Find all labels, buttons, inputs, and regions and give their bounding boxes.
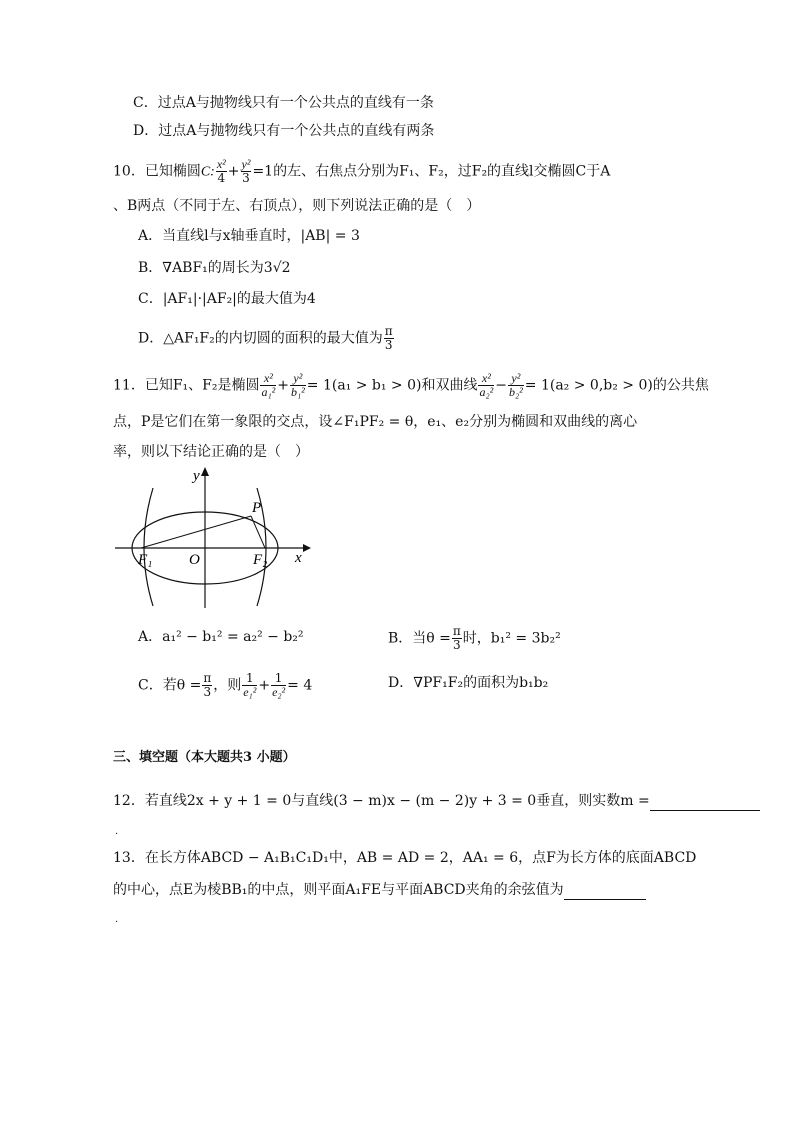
fraction: $\frac{\text{x²}}{4}$ [216, 157, 226, 185]
q11-stem-line3: 率，则以下结论正确的是（ ） [113, 444, 309, 460]
fraction: $\frac{\text{y²}}{\text{b₁²}}$ [290, 371, 305, 399]
q11-stem-line1: 11．已知F₁、F₂是椭圆 $\frac{\text{x²}}{\text{a₁²}}$ + $\frac{\text{y²}}{\text{b₁²}}$ = 1(a₁ > b₁ > 0)和双曲线 $\frac{\text{x²}}{\text{a₂²}}$ − $\frac{\text{y²}}{\text{b₂²}}$ = 1(a₂ > 0,b₂ > 0)的公共焦 [113, 371, 709, 399]
q10-option-c: C．|AF₁|·|AF₂|的最大值为4 [138, 291, 316, 307]
q11-option-b: B．当θ = $\frac{\pi}{3}$ 时，b₁² = 3b₂² [388, 624, 561, 652]
q10-stem-line2: 、B两点（不同于左、右顶点），则下列说法正确的是（ ） [113, 198, 481, 214]
q13-stem-line1: 13．在长方体ABCD − A₁B₁C₁D₁中，AB = AD = 2，AA₁ = 6，点F为长方体的底面ABCD [113, 850, 697, 866]
point-p-label: P [252, 500, 262, 516]
y-axis-arrow-icon [201, 467, 209, 476]
q9-option-d: D．过点A与抛物线只有一个公共点的直线有两条 [133, 123, 435, 139]
q11-option-c: C．若θ = $\frac{\pi}{3}$ ，则 $\frac{1}{\text{e₁²}}$ + $\frac{1}{\text{e₂²}}$ = 4 [138, 671, 313, 699]
q12-stem: 12．若直线2x + y + 1 = 0与直线(3 − m)x − (m − 2)y + 3 = 0垂直，则实数m = [113, 791, 760, 811]
x-axis-arrow-icon [303, 544, 311, 552]
fraction: $\frac{1}{\text{e₁²}}$ [243, 671, 257, 699]
fraction: $\frac{1}{\text{e₂²}}$ [272, 671, 286, 699]
fraction: $\frac{\text{x²}}{\text{a₂²}}$ [479, 371, 494, 399]
fraction: $\frac{\text{x²}}{\text{a₁²}}$ [261, 371, 276, 399]
q13-stem-line2: 的中心，点E为棱BB₁的中点，则平面A₁FE与平面ABCD夹角的余弦值为 [113, 880, 646, 900]
segment-p-f2 [251, 516, 265, 548]
q11-option-d: D．∇PF₁F₂的面积为b₁b₂ [388, 675, 549, 691]
origin-label: O [189, 552, 200, 568]
answer-blank [564, 885, 646, 900]
q10-option-a: A．当直线l与x轴垂直时，|AB| = 3 [138, 228, 360, 244]
fraction: $\frac{\pi}{3}$ [203, 671, 212, 699]
fraction: $\frac{\pi}{3}$ [452, 624, 461, 652]
q13-end-dot: . [115, 914, 119, 925]
focus-f2-label: F₂ [253, 552, 268, 568]
ellipse-hyperbola-diagram [113, 464, 313, 609]
q10-stem-line1: 10．已知椭圆C: $\frac{\text{x²}}{4}$ + $\frac{\text{y²}}{3}$ =1的左、右焦点分别为F₁、F₂，过F₂的直线l交椭圆C于A [113, 157, 611, 185]
q10-option-d: D．△AF₁F₂的内切圆的面积的最大值为 $\frac{\pi}{3}$ [138, 324, 393, 352]
fraction: $\frac{\text{y²}}{3}$ [241, 157, 251, 185]
q11-option-a: A．a₁² − b₁² = a₂² − b₂² [138, 629, 304, 645]
y-axis-label: y [193, 468, 200, 484]
q10-option-b: B．∇ABF₁的周长为3√2 [138, 260, 291, 276]
fraction: $\frac{\pi}{3}$ [384, 324, 393, 352]
x-axis-label: x [295, 550, 302, 566]
q11-stem-line2: 点，P是它们在第一象限的交点，设∠F₁PF₂ = θ，e₁、e₂分别为椭圆和双曲线的离心 [113, 414, 638, 430]
fraction: $\frac{\text{y²}}{\text{b₂²}}$ [509, 371, 523, 399]
focus-f1-label: F₁ [138, 552, 153, 568]
section-heading: 三、填空题（本大题共3 小题） [113, 750, 296, 765]
q12-end-dot: . [115, 826, 119, 837]
q9-option-c: C．过点A与抛物线只有一个公共点的直线有一条 [133, 95, 434, 111]
answer-blank [650, 796, 760, 811]
